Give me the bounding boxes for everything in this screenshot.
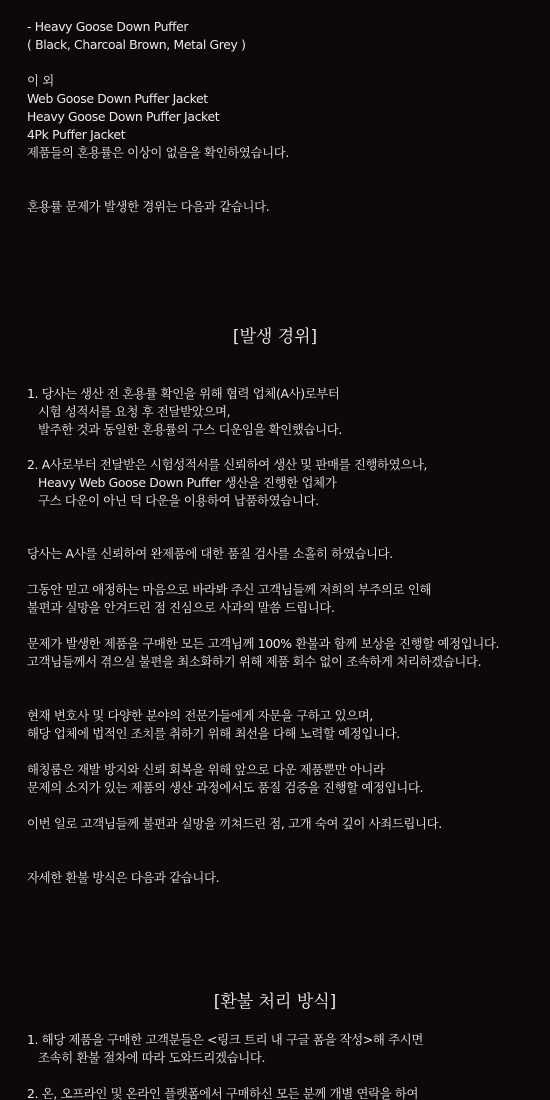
statement-line: 불편과 실망을 안겨드린 점 진심으로 사과의 말씀 드립니다. <box>27 600 335 615</box>
occurrence-item-1-line: 시험 성적서를 요청 후 전달받았으며, <box>38 404 231 419</box>
occurrence-item-1 <box>27 385 542 439</box>
statement-final-apology <box>27 815 542 833</box>
statement-line: 이번 일로 고객님들께 불편과 실망을 끼쳐드린 점, 고개 숙여 깊이 사죄드립니다. <box>27 816 442 831</box>
others-label: 이 외 <box>27 73 54 88</box>
circumstance-intro-text: 혼용률 문제가 발생한 경위는 다음과 같습니다. <box>27 199 270 214</box>
refund-intro-text: 자세한 환불 방식은 다음과 같습니다. <box>27 870 220 885</box>
statement-line: 당사는 A사를 신뢰하여 완제품에 대한 품질 검사를 소홀히 하였습니다. <box>27 546 393 561</box>
statement-apology <box>27 581 542 617</box>
occurrence-item-2-line: 2. A사로부터 전달받은 시험성적서를 신뢰하여 생산 및 판매를 진행하였으나, <box>27 457 428 472</box>
occurrence-item-2-line: Heavy Web Goose Down Puffer 생산을 진행한 업체가 <box>38 475 337 490</box>
statement-refund-promise <box>27 635 542 671</box>
refund-item-2-line: 2. 온, 오프라인 및 온라인 플랫폼에서 구매하신 모든 분께 개별 연락을 하여 <box>27 1086 419 1100</box>
occurrence-item-2 <box>27 456 542 510</box>
other-product-item: Web Goose Down Puffer Jacket <box>27 91 208 106</box>
statement-line: 고객님들께서 겪으실 불편을 최소화하기 위해 제품 회수 없이 조속하게 처리하겠습니다. <box>27 654 482 669</box>
section-heading-refund: [환불 처리 방식] <box>213 992 337 1012</box>
occurrence-item-1-line: 발주한 것과 동일한 혼용률의 구스 디운임을 확인했습니다. <box>38 422 342 437</box>
statement-prevention <box>27 761 542 797</box>
other-product-item: 4Pk Puffer Jacket <box>27 127 126 142</box>
circumstance-intro <box>27 198 542 216</box>
statement-line: 그동안 믿고 애정하는 마음으로 바라봐 주신 고객님들께 저희의 부주의로 인해 <box>27 582 432 597</box>
refund-item-1 <box>27 1031 542 1067</box>
statement-quality-check <box>27 545 542 563</box>
refund-intro <box>27 869 542 887</box>
statement-line: 해당 업체에 법적인 조치를 취하기 위해 최선을 다해 노력할 예정입니다. <box>27 726 400 741</box>
statement-line: 현재 변호사 및 다양한 분야의 전문가들에게 자문을 구하고 있으며, <box>27 708 374 723</box>
refund-item-1-line: 1. 해당 제품을 구매한 고객분들은 <링크 트리 내 구글 폼을 작성>해 주시면 <box>27 1032 424 1047</box>
occurrence-item-2-line: 구스 다운이 아닌 덕 다운을 이용하여 납품하였습니다. <box>38 493 319 508</box>
statement-line: 문제가 발생한 제품을 구매한 모든 고객님께 100% 환불과 함께 보상을 진행할 예정입니다. <box>27 636 500 651</box>
intro-product-block <box>27 18 542 54</box>
intro-product-line: - Heavy Goose Down Puffer <box>27 19 189 34</box>
statement-legal-action <box>27 707 542 743</box>
other-products-block <box>27 72 542 162</box>
intro-colors-line: ( Black, Charcoal Brown, Metal Grey ) <box>27 37 246 52</box>
section-heading-occurrence: [발생 경위] <box>232 327 318 347</box>
refund-item-2 <box>27 1085 542 1100</box>
other-product-item: Heavy Goose Down Puffer Jacket <box>27 109 220 124</box>
occurrence-item-1-line: 1. 당사는 생산 전 혼용률 확인을 위해 협력 업체(A사)로부터 <box>27 386 340 401</box>
statement-line: 문제의 소지가 있는 제품의 생산 과정에서도 품질 검증을 진행할 예정입니다. <box>27 780 424 795</box>
refund-item-1-line: 조속히 환불 절차에 따라 도와드리겠습니다. <box>38 1050 266 1065</box>
others-confirm-text: 제품들의 혼용률은 이상이 없음을 확인하였습니다. <box>27 145 289 160</box>
statement-line: 해칭룸은 재발 방지와 신뢰 회복을 위해 앞으로 다운 제품뿐만 아니라 <box>27 762 385 777</box>
